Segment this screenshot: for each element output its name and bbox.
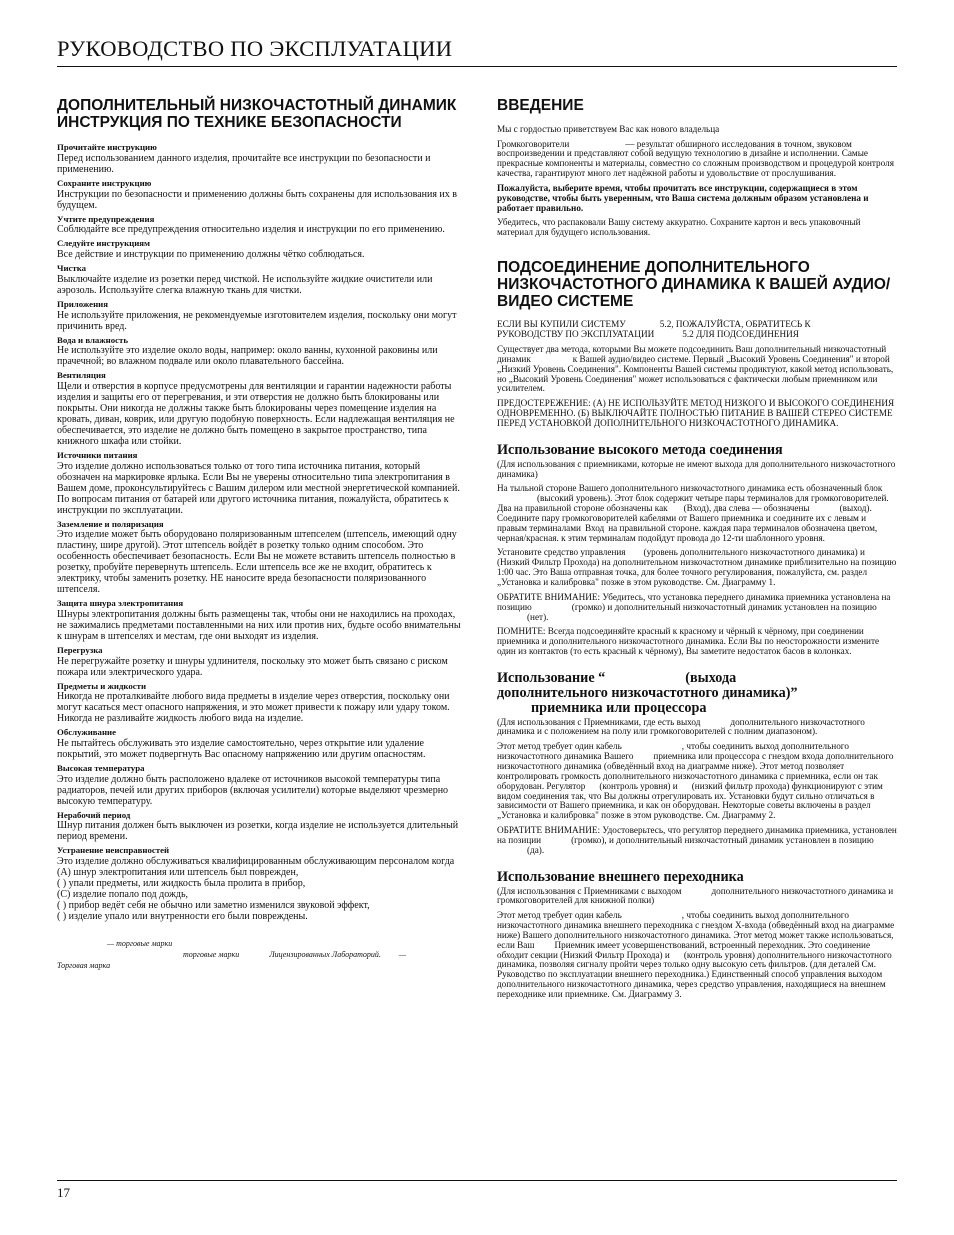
section-title: Приложения: [57, 298, 108, 309]
text-run: (да).: [527, 844, 545, 855]
section-text: Это изделие должно обслуживаться квалифицированным обслуживающим персоналом когда: [57, 855, 455, 867]
header-divider: [57, 66, 897, 67]
faults-list: [57, 867, 461, 922]
text-run: (громко) и дополнительный низкочастотный динамик установлен на позицию: [571, 601, 877, 612]
text-run: ОБРАТИТЕ ВНИМАНИЕ: Убедитесь, что установка переднего динамика приемника установлена на позицию: [497, 591, 891, 612]
text-run: на правильной стороне. каждая пара терминалов обозначена цветом, черная/красная. к этим терминалам подойдут провода до 12-ти шаблонного уровня.: [497, 522, 878, 543]
text-run: (высокий уровень). Этот блок содержит четыре пары терминалов для громкоговорителей. Два на правильной стороне обозначены как: [497, 493, 889, 514]
section-title: Заземление и поляризация: [57, 518, 164, 529]
section-title: Следуйте инструкциям: [57, 238, 151, 249]
intro-paragraph: [497, 140, 897, 179]
section-text: Инструкции по безопасности и применению должны быть сохранены для использования их в будущем.: [57, 188, 458, 211]
fault-item: (A) шнур электропитания или штепсель был поврежден,: [57, 866, 299, 878]
safety-column: [57, 98, 461, 971]
intro-paragraph: Мы с гордостью приветствуем Вас как нового владельца: [497, 123, 720, 134]
external-heading: Использование внешнего переходника: [497, 868, 744, 885]
section-text: Никогда не проталкивайте любого вида предметы в изделие через отверстия, поскольку они могут касаться мест опасного напряжения, и это может привести к пожару или удару током. Никогда не разливайте жидкость любого вида на изделие.: [57, 691, 450, 725]
text-run: дополнительного низкочастотного динамика и с положением на полу или громкоговорителей с полним диапазоном).: [497, 716, 865, 737]
text-run: (Вход), два слева — обозначены: [683, 503, 810, 514]
external-paragraph: [497, 911, 897, 1000]
text-run: Приемник имеет усовершенствований, встроенный переходник. Это соединение обходит секции (Низкий Фильтр Прохода) и: [497, 939, 871, 960]
section-title: Прочитайте инструкцию: [57, 142, 157, 153]
section-text: Не используйте приложения, не рекомендуемые изготовителем изделия, поскольку они могут причинить вред.: [57, 309, 457, 332]
text-run: , чтобы соединить выход дополнительного низкочастотного динамика внешнего переходника с гнездом X-входа (обведённый вход на диаграмме ниже) Вашего дополнительного низкочастотного динамика. Этот метод может также использоваться, если Ваш: [497, 910, 895, 950]
section-text: Это изделие может быть оборудовано поляризованным штепселем (штепсель, имеющий одну пластину, шире другой). Этот штепсель войдёт в розетку только одним способом. Это особенность обеспечивает безопасность. Если Вы не можете вставить штепсель полностью в розетку, пробуйте перевернуть штепсель. Если штепсель все же не входит, обратитесь к электрику, чтобы заменить розетку. НЕ наносите вреда безопасности поляризованного штепселя.: [57, 529, 457, 596]
intro-column: [497, 98, 897, 1005]
section-text: Шнуры электропитания должны быть размещены так, чтобы они не находились на проходах, не зажимались предметами поставленными на них или против них, будьте особо внимательны к шнурам в штепселях и местам, где они выходят из изделия.: [57, 608, 461, 642]
text-run: На тыльной стороне Вашего дополнительного низкочастотного динамика есть обозначенный блок: [497, 483, 883, 494]
text-run: (низкий фильтр прохода) функционируют с этим видом соединения так, что Вы должны отрегулировать их. Установки будут сильно отличаться в зависимости от Вашего приемника, и как он оборудован. Некоторые советы включены в раздел „Установка и калибровка" позже в этом руководстве. См. Диаграмму 2.: [497, 780, 883, 821]
high-paragraph: [497, 548, 897, 587]
connect-heading: ПОДСОЕДИНЕНИЕ ДОПОЛНИТЕЛЬНОГО НИЗКОЧАСТОТНОГО ДИНАМИКА К ВАШЕЙ АУДИО/ВИДЕО СИСТЕМЕ: [497, 259, 891, 310]
text-run: Использование “: [497, 669, 606, 686]
section-text: Не пытайтесь обслуживать это изделие самостоятельно, через открытие или удаление покрытий, это может подвергнуть Вас опасному напряжению или другим опасностям.: [57, 737, 426, 760]
high-paragraph: ПОМНИТЕ: Всегда подсоединяйте красный к красному и чёрный к чёрному, при соединении приемника и дополнительного низкочастотного динамика. Если Вы по неосторожности измените один из контактов (то есть красный к чёрному), Вы заметите недостаток басов в колонках.: [497, 626, 880, 657]
text-run: Этот метод требует один кабель: [497, 741, 622, 752]
out-heading: [497, 671, 897, 716]
section-title: Высокая температура: [57, 762, 145, 773]
caution-paragraph: ПРЕДОСТЕРЕЖЕНИЕ: (А) НЕ ИСПОЛЬЗУЙТЕ МЕТОД НИЗКОГО И ВЫСОКОГО СОЕДИНЕНИЯ ОДНОВРЕМЕННО. (Б) ВЫКЛЮЧАЙТЕ ПОЛНОСТЬЮ ПИТАНИЕ В ВАШЕЙ СТЕРЕО СИСТЕМЕ ПЕРЕД УСТАНОВКОЙ ДОПОЛНИТЕЛЬНОГО НИЗКОЧАСТОТНОГО ДИНАМИКА.: [497, 398, 895, 428]
section-title: Предметы и жидкости: [57, 680, 147, 691]
connect-paragraph: [497, 320, 897, 340]
intro-paragraph: Убедитесь, что распаковали Вашу систему аккуратно. Сохраните картон и весь упаковочный материал для будущего использования.: [497, 217, 861, 238]
section-text: Не перегружайте розетку и шнуры удлинителя, поскольку это может быть связано с риском пожара или электрического удара.: [57, 655, 448, 678]
text-run: (выход). Соедините пару громкоговорителей кабелями от Вашего приемника и соедините их с левым и правым терминалами: [497, 503, 872, 533]
out-paragraph: [497, 718, 897, 738]
fault-item: ( ) упали предметы, или жидкость была пролита в прибор,: [57, 877, 306, 889]
section-text: Это изделие должно использоваться только от того типа источника питания, который обозначен на маркировке ярлыка. Если Вы не уверены относительно типа электропитания в Вашем доме, проконсультируйтесь с Вашим дилером или местной энергетической компанией. По вопросам питания от батарей или другого источника питания, пожалуйста, обратитесь к инструкции по эксплуатации.: [57, 460, 460, 516]
text-run: (контроль уровня) дополнительного низкочастотного динамика, позволяя сигналу пройти через только одну высокую сеть фильтров. (для деталей См. Руководство по эксплуатации внешнего переходника.) Единственный способ управления выходом дополнительного низкочастотного динамика, через средство управления, находящиеся на внешнем переходнике или приемнике. См. Диаграмму 3.: [497, 949, 892, 999]
text-run: (уровень дополнительного низкочастотного динамика) и: [643, 547, 865, 558]
text-run: к Вашей аудио/видео системе. Первый „Высокий Уровень Соединения" и второй „Низкий Уровень Соединения". Компоненты Вашей системы продиктуют, какой метод использовать, но „Высокий Уровень Соединения" может использоваться с фактически любым приемником или усилителем.: [497, 353, 894, 394]
text-run: 5.2, ПОЖАЛУЙСТА, ОБРАТИТЕСЬ К: [659, 319, 811, 330]
trademark-text: торговые марки: [183, 950, 240, 960]
section-title: Чистка: [57, 263, 87, 274]
section-text: Шнур питания должен быть выключен из розетки, когда изделие не используется длительный период времени.: [57, 820, 459, 843]
high-paragraph: (Для использования с приемниками, которые не имеют выхода для дополнительного низкочастотного динамика): [497, 458, 896, 479]
text-run: Этот метод требует один кабель: [497, 910, 622, 921]
trademark-line: — торговые марки: [107, 938, 173, 948]
trademark-line: [57, 949, 461, 960]
text-run: (Для использования с Приемниками, где есть выход: [497, 716, 701, 727]
fault-item: ( ) прибор ведёт себя не обычно или заметно изменился звуковой эффект,: [57, 899, 370, 911]
page-title: РУКОВОДСТВО ПО ЭКСПЛУАТАЦИИ: [57, 36, 453, 61]
section-text: Не используйте это изделие около воды, например: около ванны, кухонной раковины или прачечной; во влажном подвале или около плавательного бассейна.: [57, 345, 438, 368]
trademark-text: Лицензированных Лабораторий.: [269, 950, 381, 960]
text-run: (нет).: [527, 611, 549, 622]
section-title: Учтите предупреждения: [57, 213, 155, 224]
section-title: Вода и влажность: [57, 334, 129, 345]
section-title: Устранение неисправностей: [57, 845, 170, 856]
text-run: (громко), и дополнительный низкочастотный динамик установлен в позицию: [571, 834, 874, 845]
section-text: Выключайте изделие из розетки перед чисткой. Не используйте жидкие очистители или аэрозоль. Используйте слегка влажную ткань для чистки.: [57, 273, 433, 296]
section-title: Сохраните инструкцию: [57, 178, 152, 189]
intro-heading: ВВЕДЕНИЕ: [497, 97, 584, 114]
text-run: (Низкий Фильтр Прохода) на дополнительном низкочастотном динамике приблизительно на позицию 1:00 час. Это Ваша отправная точка, для более точного регулирования, пожалуйста, см. раздел „Установка и калибровка" позже в этом руководстве. См. Диаграмму 1.: [497, 557, 897, 587]
section-title: Нерабочий период: [57, 809, 131, 820]
text-run: (Для использования с Приемниками с выходом: [497, 885, 682, 896]
fault-item: ( ) изделие упало или внутренности его были повреждены.: [57, 910, 308, 922]
safety-heading: ДОПОЛНИТЕЛЬНЫЙ НИЗКОЧАСТОТНЫЙ ДИНАМИК ИНСТРУКЦИЯ ПО ТЕХНИКЕ БЕЗОПАСНОСТИ: [57, 97, 457, 131]
section-text: Щели и отверстия в корпусе предусмотрены для вентиляции и гарантии надежности работы изделия и защиты его от перегревания, и эти отверстия не должно быть блокированы или покрыты. Они никогда не должны также быть блокированы через помещение изделия на кровать, диван, коврик, или другую подобную поверхность. Если надлежащая вентиляция не обеспечивается, это изделие не должно быть помещено в закрытое пространство, типа книжного шкафа или стойки.: [57, 380, 455, 447]
section-text: Это изделие должно быть расположено вдалеке от источников высокой температуры типа радиаторов, печей или других приборов (включая усилители) которые выделяют чрезмерно высокую температуру.: [57, 773, 449, 807]
text-run: дополнительного низкочастотного динамика)”: [497, 684, 798, 701]
section-text: Перед использованием данного изделия, прочитайте все инструкции по безопасности и применению.: [57, 153, 431, 176]
text-run: приемника или процессора с гнездом входа дополнительного низкочастотного динамика (обведённый вход на диаграмме ниже). Этот метод позволяет контролировать громкость дополнительного низкочастотного динамика с приемника, если он так оборудован. Регулятор: [497, 751, 894, 791]
section-title: Источники питания: [57, 449, 138, 460]
text-run: Громкоговорители: [497, 138, 570, 149]
text-run: приемника или процессора: [531, 699, 707, 716]
trademark-text: —: [398, 950, 407, 960]
text-run: ОБРАТИТЕ ВНИМАНИЕ: Удостоверьтесь, что регулятор переднего динамика приемника, установлен на позиции: [497, 825, 897, 845]
text-run: (выхода: [685, 669, 737, 686]
section-title: Защита шнура электропитания: [57, 598, 184, 609]
safety-sections: [57, 143, 461, 866]
intro-paragraph: Пожалуйста, выберите время, чтобы прочитать все инструкции, содержащиеся в этом руководстве, чтобы быть уверенным, что Ваша система должным образом установлена и работает правильно.: [497, 182, 869, 213]
text-run: РУКОВОДСТВУ ПО ЭКСПЛУАТАЦИИ: [497, 329, 655, 340]
trademark-line: Торговая марка: [57, 961, 111, 971]
section-title: Перегрузка: [57, 644, 103, 655]
section-title: Обслуживание: [57, 727, 117, 738]
fault-item: (C) изделие попало под дождь,: [57, 888, 189, 900]
text-run: — результат обширного исследования в точном, звуковом воспроизведении и представляют собой ведущую технологию в дизайне и исполнении. Самые прекрасные компоненты и материалы, совместно со сложным производством и процедурой контроля качества, гарантируют много лет надёжной работы и удовольствие от прослушивания.: [497, 138, 894, 179]
section-text: Все действие и инструкции по применению должны чётко соблюдаться.: [57, 249, 365, 261]
section-text: Соблюдайте все предупреждения относительно изделия и инструкции по его применению.: [57, 224, 445, 236]
high-paragraph: [497, 593, 897, 623]
text-run: (контроль уровня) и: [599, 780, 678, 791]
trademark-notice: [57, 938, 461, 972]
external-paragraph: [497, 887, 897, 907]
out-paragraph: [497, 826, 897, 856]
section-title: Вентиляция: [57, 370, 106, 381]
page-number: 17: [57, 1185, 70, 1200]
text-run: , чтобы соединить выход дополнительного низкочастотного динамика Вашего: [497, 741, 849, 762]
text-run: дополнительного низкочастотного динамика и громкоговорителей для книжной полки): [497, 885, 894, 906]
high-paragraph: [497, 484, 897, 543]
text-run: 5.2 ДЛЯ ПОДСОЕДИНЕНИЯ: [682, 329, 799, 340]
footer-divider: [57, 1180, 897, 1181]
text-run: Вход: [584, 522, 605, 533]
connect-paragraph: [497, 345, 897, 394]
text-run: Установите средство управления: [497, 547, 626, 558]
high-level-heading: Использование высокого метода соединения: [497, 441, 783, 458]
text-run: Существует два метода, которыми Вы можете подсоединить Ваш дополнительный низкочастотный динамик: [497, 344, 887, 364]
text-run: ЕСЛИ ВЫ КУПИЛИ СИСТЕМУ: [497, 319, 626, 330]
out-paragraph: [497, 742, 897, 821]
